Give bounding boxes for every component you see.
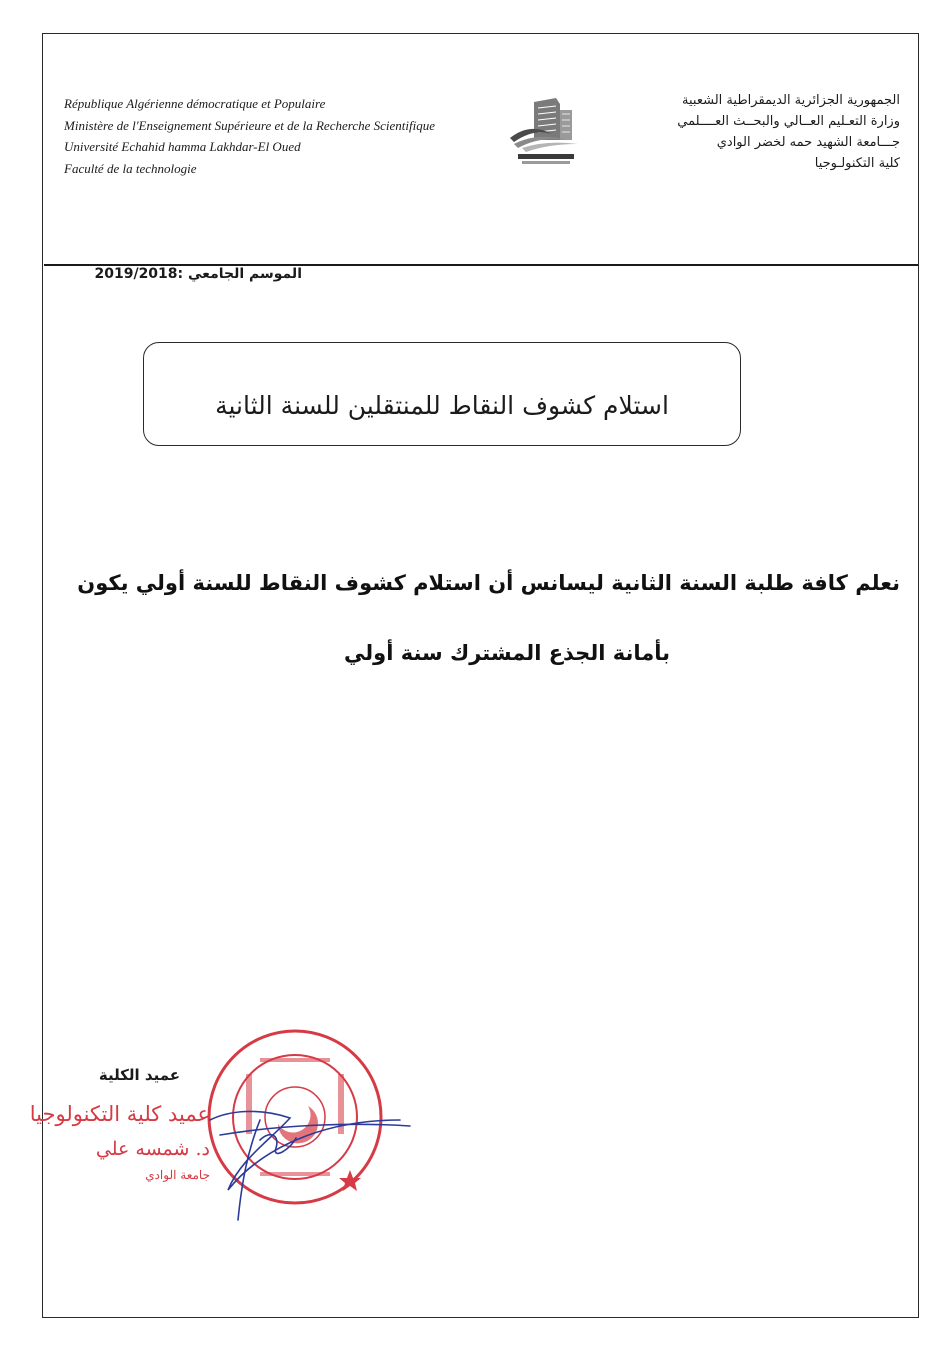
season-label: الموسم الجامعي (188, 266, 302, 282)
dean-title: عميد الكلية (98, 1066, 180, 1084)
dean-signature-icon (200, 1080, 420, 1230)
season-value: 2019/2018 (94, 266, 178, 282)
academic-season: الموسم الجامعي :2019/2018 (94, 266, 302, 282)
ar-ministry: وزارة التعـليم العــالي والبحــث العــــلمي (677, 114, 900, 129)
title-box (143, 342, 741, 446)
announcement-body (60, 548, 900, 688)
ar-faculty: كلية التكنولـوجيا (814, 156, 900, 171)
page-title: استلام كشوف النقاط للمنتقلين للسنة الثانية (215, 391, 669, 420)
ar-republic: الجمهورية الجزائرية الديمقراطية الشعبية (682, 93, 900, 108)
stamp-line-1: عميد كلية التكنولوجيا (29, 1102, 210, 1126)
ar-university: جـــامعة الشهيد حمه لخضر الوادي (716, 135, 900, 150)
arabic-header (570, 90, 900, 174)
announcement-line-2: بأمانة الجذع المشترك سنة أولي (344, 641, 670, 665)
fr-university: Université Echahid hamma Lakhdar-El Oued (64, 139, 301, 154)
fr-ministry: Ministère de l'Enseignement Supérieure et de la Recherche Scientifique (64, 117, 435, 133)
announcement-line-1: نعلم كافة طلبة السنة الثانية ليسانس أن استلام كشوف النقاط للسنة أولي يكون (77, 571, 900, 595)
stamp-line-3: جامعة الوادي (145, 1168, 210, 1182)
stamp-line-2: د. شمسه علي (95, 1138, 210, 1160)
dean-stamp (29, 1100, 210, 1195)
french-header (64, 93, 484, 179)
fr-faculty: Faculté de la technologie (64, 160, 197, 176)
fr-republic: République Algérienne démocratique et Populaire (64, 96, 326, 111)
